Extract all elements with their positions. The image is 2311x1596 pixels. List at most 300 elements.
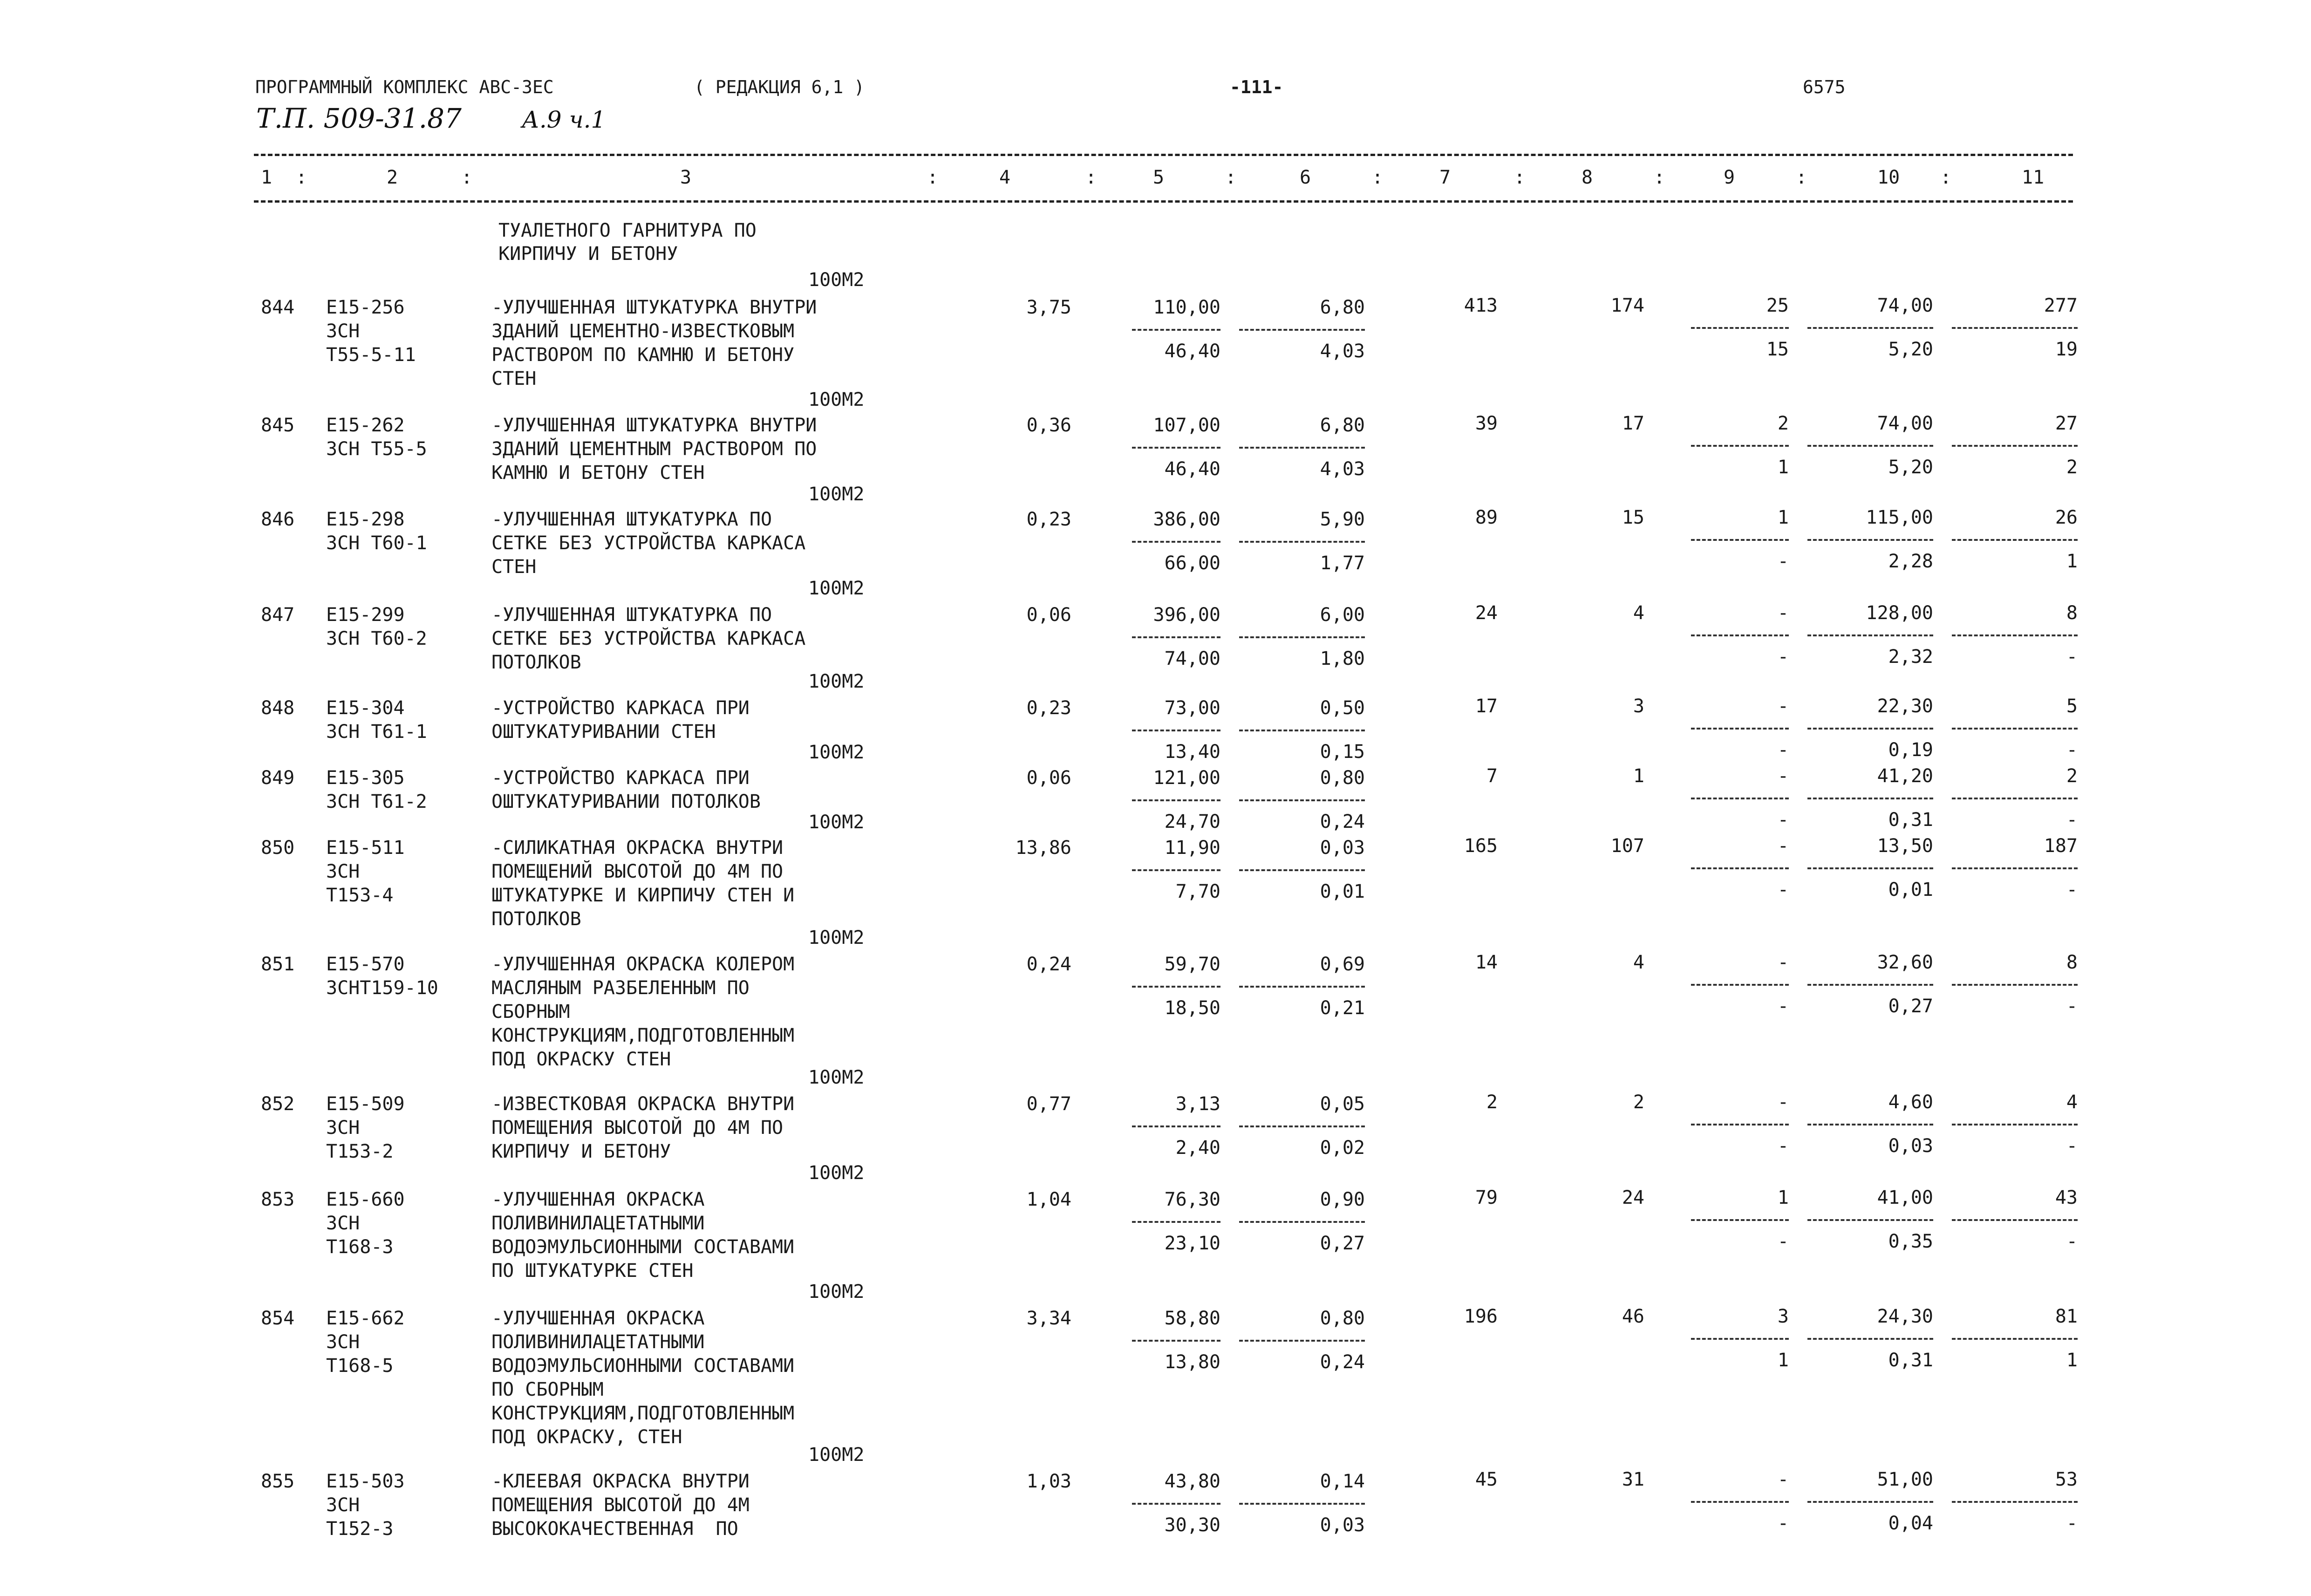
labor-hours-sub-value: 0,27 bbox=[1888, 996, 1933, 1017]
fraction-rule bbox=[1807, 1219, 1933, 1221]
labor-total-sub-value: - bbox=[2066, 1231, 2078, 1252]
fraction-rule bbox=[1239, 1340, 1365, 1342]
labor-total-value: 277 bbox=[2044, 295, 2078, 316]
unit-cost-value: 396,00 bbox=[1153, 604, 1220, 626]
fraction-rule bbox=[1132, 1340, 1220, 1342]
entry-number: 855 bbox=[261, 1471, 295, 1492]
work-description: -УЛУЧШЕННАЯ ОКРАСКА bbox=[491, 1308, 705, 1329]
fraction-rule bbox=[1807, 1124, 1933, 1125]
wages-value: 17 bbox=[1622, 413, 1644, 434]
labor-hours-value: 13,50 bbox=[1877, 835, 1933, 857]
column-separator: : bbox=[296, 167, 307, 188]
work-description: ПОМЕЩЕНИЙ ВЫСОТОЙ ДО 4М ПО bbox=[491, 861, 784, 882]
continuation-line-1: ТУАЛЕТНОГО ГАРНИТУРА ПО bbox=[498, 220, 757, 241]
entry-number: 844 bbox=[261, 297, 295, 318]
machine-value: - bbox=[1777, 1469, 1789, 1490]
quantity-value: 0,06 bbox=[1026, 604, 1071, 626]
column-header-4: 4 bbox=[999, 167, 1011, 188]
column-header-8: 8 bbox=[1582, 167, 1593, 188]
column-separator: : bbox=[927, 167, 939, 188]
unit-cost-sub-value: 46,40 bbox=[1164, 458, 1220, 480]
unit-cost-sub-value: 13,40 bbox=[1164, 741, 1220, 763]
fraction-rule bbox=[1807, 327, 1933, 329]
labor-hours-sub-value: 0,03 bbox=[1888, 1135, 1933, 1157]
rate-code: ЗСН bbox=[326, 1117, 360, 1139]
machine-sub-value: - bbox=[1777, 996, 1789, 1017]
work-description: -УСТРОЙСТВО КАРКАСА ПРИ bbox=[491, 697, 750, 719]
rate-code: Е15-298 bbox=[326, 509, 405, 530]
work-description: -ИЗВЕСТКОВАЯ ОКРАСКА ВНУТРИ bbox=[491, 1093, 795, 1115]
machine-sub-value: 1 bbox=[1777, 1350, 1789, 1371]
fraction-rule bbox=[1691, 1338, 1789, 1340]
unit-label: 100М2 bbox=[808, 927, 865, 948]
work-description: КОНСТРУКЦИЯМ,ПОДГОТОВЛЕННЫМ bbox=[491, 1403, 795, 1424]
total-cost-value: 14 bbox=[1475, 952, 1498, 973]
labor-hours-sub-value: 0,01 bbox=[1888, 879, 1933, 900]
quantity-value: 3,75 bbox=[1026, 297, 1071, 318]
column-header-9: 9 bbox=[1724, 167, 1735, 188]
unit-cost-value: 58,80 bbox=[1164, 1308, 1220, 1329]
fraction-rule bbox=[1239, 1503, 1365, 1505]
document-code: 6575 bbox=[1803, 77, 1846, 97]
fraction-rule bbox=[1239, 1125, 1365, 1127]
column-separator: : bbox=[1940, 167, 1952, 188]
unit-cost-sub-value: 24,70 bbox=[1164, 811, 1220, 832]
machine-sub-value: 15 bbox=[1766, 339, 1789, 360]
unit-cost-value: 3,13 bbox=[1175, 1093, 1220, 1115]
fraction-rule bbox=[1691, 327, 1789, 329]
rate-code: ЗСН Т60-2 bbox=[326, 628, 427, 649]
quantity-value: 0,36 bbox=[1026, 415, 1071, 436]
entry-number: 847 bbox=[261, 604, 295, 626]
work-description: ПОМЕЩЕНИЯ ВЫСОТОЙ ДО 4М bbox=[491, 1494, 750, 1516]
fraction-rule bbox=[1239, 730, 1365, 731]
machine-sub-value: - bbox=[1777, 739, 1789, 761]
labor-value: 0,80 bbox=[1320, 767, 1365, 789]
labor-hours-value: 74,00 bbox=[1877, 413, 1933, 434]
work-description: ЗДАНИЙ ЦЕМЕНТНО-ИЗВЕСТКОВЫМ bbox=[491, 321, 795, 342]
work-description: -УЛУЧШЕННАЯ ШТУКАТУРКА ПО bbox=[491, 509, 772, 530]
work-description: ШТУКАТУРКЕ И КИРПИЧУ СТЕН И bbox=[491, 885, 795, 906]
column-header-3: 3 bbox=[680, 167, 692, 188]
fraction-rule bbox=[1952, 539, 2078, 541]
entry-number: 850 bbox=[261, 837, 295, 859]
unit-label: 100М2 bbox=[808, 1067, 865, 1088]
machine-value: - bbox=[1777, 602, 1789, 624]
column-separator: : bbox=[1225, 167, 1237, 188]
unit-cost-value: 76,30 bbox=[1164, 1189, 1220, 1210]
wages-value: 15 bbox=[1622, 507, 1644, 528]
labor-hours-value: 128,00 bbox=[1866, 602, 1933, 624]
rate-code: Т168-5 bbox=[326, 1355, 394, 1377]
labor-hours-sub-value: 0,31 bbox=[1888, 809, 1933, 831]
quantity-value: 1,04 bbox=[1026, 1189, 1071, 1210]
work-description: ПОД ОКРАСКУ СТЕН bbox=[491, 1049, 671, 1070]
work-description: СТЕН bbox=[491, 556, 537, 578]
quantity-value: 3,34 bbox=[1026, 1308, 1071, 1329]
work-description: ОШТУКАТУРИВАНИИ СТЕН bbox=[491, 721, 716, 743]
rate-code: Т168-3 bbox=[326, 1236, 394, 1258]
unit-cost-sub-value: 23,10 bbox=[1164, 1233, 1220, 1254]
rate-code: Е15-660 bbox=[326, 1189, 405, 1210]
labor-total-value: 43 bbox=[2055, 1187, 2078, 1208]
labor-total-sub-value: - bbox=[2066, 1135, 2078, 1157]
fraction-rule bbox=[1132, 1125, 1220, 1127]
fraction-rule bbox=[1132, 986, 1220, 988]
work-description: ОШТУКАТУРИВАНИИ ПОТОЛКОВ bbox=[491, 791, 761, 812]
total-cost-value: 7 bbox=[1486, 765, 1498, 787]
labor-hours-value: 74,00 bbox=[1877, 295, 1933, 316]
column-separator: : bbox=[461, 167, 473, 188]
fraction-rule bbox=[1952, 1501, 2078, 1503]
column-separator: : bbox=[1514, 167, 1526, 188]
rate-code: Е15-262 bbox=[326, 415, 405, 436]
wages-value: 107 bbox=[1610, 835, 1644, 857]
labor-hours-value: 51,00 bbox=[1877, 1469, 1933, 1490]
work-description: ПО ШТУКАТУРКЕ СТЕН bbox=[491, 1260, 694, 1282]
fraction-rule bbox=[1807, 539, 1933, 541]
fraction-rule bbox=[1691, 445, 1789, 447]
work-description: СТЕН bbox=[491, 368, 537, 389]
rate-code: Е15-570 bbox=[326, 954, 405, 975]
unit-label: 100М2 bbox=[808, 389, 865, 410]
fraction-rule bbox=[1691, 1219, 1789, 1221]
fraction-rule bbox=[1807, 984, 1933, 986]
unit-cost-sub-value: 13,80 bbox=[1164, 1351, 1220, 1373]
fraction-rule bbox=[1132, 541, 1220, 543]
fraction-rule bbox=[1239, 329, 1365, 331]
labor-total-sub-value: 19 bbox=[2055, 339, 2078, 360]
labor-value: 0,05 bbox=[1320, 1093, 1365, 1115]
work-description: ПОТОЛКОВ bbox=[491, 908, 581, 930]
fraction-rule bbox=[1691, 539, 1789, 541]
labor-sub-value: 0,21 bbox=[1320, 997, 1365, 1019]
machine-value: - bbox=[1777, 1091, 1789, 1113]
labor-sub-value: 1,80 bbox=[1320, 648, 1365, 669]
work-description: СЕТКЕ БЕЗ УСТРОЙСТВА КАРКАСА bbox=[491, 532, 806, 554]
entry-number: 853 bbox=[261, 1189, 295, 1210]
machine-sub-value: - bbox=[1777, 879, 1789, 900]
column-header-7: 7 bbox=[1439, 167, 1451, 188]
work-description: ЗДАНИЙ ЦЕМЕНТНЫМ РАСТВОРОМ ПО bbox=[491, 438, 817, 460]
fraction-rule bbox=[1952, 867, 2078, 869]
unit-cost-value: 121,00 bbox=[1153, 767, 1220, 789]
total-cost-value: 17 bbox=[1475, 696, 1498, 717]
labor-hours-sub-value: 2,28 bbox=[1888, 551, 1933, 572]
fraction-rule bbox=[1691, 1501, 1789, 1503]
fraction-rule bbox=[1132, 799, 1220, 801]
rate-code: Т153-2 bbox=[326, 1141, 394, 1162]
fraction-rule bbox=[1952, 445, 2078, 447]
rate-code: Т152-3 bbox=[326, 1518, 394, 1540]
quantity-value: 0,77 bbox=[1026, 1093, 1071, 1115]
wages-value: 1 bbox=[1633, 765, 1644, 787]
fraction-rule bbox=[1952, 1219, 2078, 1221]
machine-sub-value: 1 bbox=[1777, 457, 1789, 478]
total-cost-value: 89 bbox=[1475, 507, 1498, 528]
fraction-rule bbox=[1239, 869, 1365, 871]
fraction-rule bbox=[1239, 541, 1365, 543]
labor-sub-value: 0,02 bbox=[1320, 1137, 1365, 1159]
work-description: ВЫСОКОКАЧЕСТВЕННАЯ ПО bbox=[491, 1518, 738, 1540]
edition-label: ( РЕДАКЦИЯ 6,1 ) bbox=[694, 77, 865, 97]
column-header-6: 6 bbox=[1300, 167, 1311, 188]
labor-sub-value: 1,77 bbox=[1320, 552, 1365, 574]
column-header-5: 5 bbox=[1153, 167, 1165, 188]
total-cost-value: 39 bbox=[1475, 413, 1498, 434]
labor-hours-value: 32,60 bbox=[1877, 952, 1933, 973]
labor-total-sub-value: - bbox=[2066, 739, 2078, 761]
fraction-rule bbox=[1132, 1221, 1220, 1223]
machine-value: 1 bbox=[1777, 1187, 1789, 1208]
entry-number: 852 bbox=[261, 1093, 295, 1115]
fraction-rule bbox=[1132, 1503, 1220, 1505]
total-cost-value: 165 bbox=[1464, 835, 1498, 857]
fraction-rule bbox=[1952, 798, 2078, 799]
continuation-line-2: КИРПИЧУ И БЕТОНУ bbox=[498, 243, 678, 265]
quantity-value: 1,03 bbox=[1026, 1471, 1071, 1492]
unit-label: 100М2 bbox=[808, 671, 865, 692]
work-description: ПО СБОРНЫМ bbox=[491, 1379, 604, 1400]
labor-sub-value: 0,01 bbox=[1320, 881, 1365, 902]
column-separator: : bbox=[1085, 167, 1097, 188]
work-description: -УЛУЧШЕННАЯ ШТУКАТУРКА ВНУТРИ bbox=[491, 297, 817, 318]
fraction-rule bbox=[1807, 867, 1933, 869]
unit-cost-sub-value: 74,00 bbox=[1164, 648, 1220, 669]
unit-label: 100М2 bbox=[808, 1281, 865, 1303]
labor-total-value: 26 bbox=[2055, 507, 2078, 528]
labor-sub-value: 0,15 bbox=[1320, 741, 1365, 763]
work-description: ВОДОЭМУЛЬСИОННЫМИ СОСТАВАМИ bbox=[491, 1236, 795, 1258]
rate-code: Е15-305 bbox=[326, 767, 405, 789]
fraction-rule bbox=[1952, 1124, 2078, 1125]
machine-value: - bbox=[1777, 952, 1789, 973]
rate-code: ЗСН bbox=[326, 321, 360, 342]
work-description: ПОМЕЩЕНИЯ ВЫСОТОЙ ДО 4М ПО bbox=[491, 1117, 784, 1139]
labor-value: 0,80 bbox=[1320, 1308, 1365, 1329]
machine-value: 2 bbox=[1777, 413, 1789, 434]
labor-sub-value: 4,03 bbox=[1320, 341, 1365, 362]
work-description: КИРПИЧУ И БЕТОНУ bbox=[491, 1141, 671, 1162]
work-description: -УЛУЧШЕННАЯ ШТУКАТУРКА ПО bbox=[491, 604, 772, 626]
quantity-value: 13,86 bbox=[1015, 837, 1071, 859]
fraction-rule bbox=[1132, 730, 1220, 731]
unit-cost-value: 59,70 bbox=[1164, 954, 1220, 975]
labor-value: 0,50 bbox=[1320, 697, 1365, 719]
fraction-rule bbox=[1807, 1338, 1933, 1340]
labor-value: 6,80 bbox=[1320, 415, 1365, 436]
fraction-rule bbox=[1952, 1338, 2078, 1340]
unit-cost-sub-value: 30,30 bbox=[1164, 1514, 1220, 1536]
entry-number: 846 bbox=[261, 509, 295, 530]
unit-cost-sub-value: 66,00 bbox=[1164, 552, 1220, 574]
fraction-rule bbox=[1691, 634, 1789, 636]
labor-total-value: 4 bbox=[2066, 1091, 2078, 1113]
labor-value: 6,00 bbox=[1320, 604, 1365, 626]
unit-cost-sub-value: 46,40 bbox=[1164, 341, 1220, 362]
rate-code: ЗСН Т55-5 bbox=[326, 438, 427, 460]
unit-cost-value: 73,00 bbox=[1164, 697, 1220, 719]
wages-value: 31 bbox=[1622, 1469, 1644, 1490]
labor-sub-value: 0,27 bbox=[1320, 1233, 1365, 1254]
labor-hours-value: 22,30 bbox=[1877, 696, 1933, 717]
work-description: СБОРНЫМ bbox=[491, 1001, 570, 1023]
rate-code: Т55-5-11 bbox=[326, 344, 416, 366]
labor-hours-sub-value: 5,20 bbox=[1888, 339, 1933, 360]
labor-value: 0,14 bbox=[1320, 1471, 1365, 1492]
labor-value: 5,90 bbox=[1320, 509, 1365, 530]
work-description: ПОЛИВИНИЛАЦЕТАТНЫМИ bbox=[491, 1331, 705, 1353]
fraction-rule bbox=[1952, 634, 2078, 636]
rate-code: Е15-511 bbox=[326, 837, 405, 859]
fraction-rule bbox=[1807, 634, 1933, 636]
unit-label: 100М2 bbox=[808, 269, 865, 291]
unit-label: 100М2 bbox=[808, 1162, 865, 1184]
work-description: РАСТВОРОМ ПО КАМНЮ И БЕТОНУ bbox=[491, 344, 795, 366]
column-header-11: 11 bbox=[2022, 167, 2045, 188]
machine-value: 25 bbox=[1766, 295, 1789, 316]
total-cost-value: 79 bbox=[1475, 1187, 1498, 1208]
rate-code: Е15-299 bbox=[326, 604, 405, 626]
fraction-rule bbox=[1239, 636, 1365, 638]
wages-value: 4 bbox=[1633, 952, 1644, 973]
labor-total-sub-value: - bbox=[2066, 996, 2078, 1017]
wages-value: 3 bbox=[1633, 696, 1644, 717]
unit-cost-value: 43,80 bbox=[1164, 1471, 1220, 1492]
work-description: -УЛУЧШЕННАЯ ОКРАСКА bbox=[491, 1189, 705, 1210]
machine-sub-value: - bbox=[1777, 646, 1789, 668]
labor-total-sub-value: - bbox=[2066, 646, 2078, 668]
unit-cost-value: 110,00 bbox=[1153, 297, 1220, 318]
unit-cost-value: 107,00 bbox=[1153, 415, 1220, 436]
rate-code: ЗСН bbox=[326, 861, 360, 882]
labor-total-value: 27 bbox=[2055, 413, 2078, 434]
unit-cost-sub-value: 18,50 bbox=[1164, 997, 1220, 1019]
rate-code: ЗСНТ159-10 bbox=[326, 977, 438, 999]
fraction-rule bbox=[1132, 447, 1220, 449]
labor-total-value: 5 bbox=[2066, 696, 2078, 717]
work-description: МАСЛЯНЫМ РАЗБЕЛЕННЫМ ПО bbox=[491, 977, 750, 999]
unit-cost-sub-value: 7,70 bbox=[1175, 881, 1220, 902]
labor-hours-sub-value: 2,32 bbox=[1888, 646, 1933, 668]
fraction-rule bbox=[1132, 636, 1220, 638]
fraction-rule bbox=[1952, 327, 2078, 329]
machine-value: - bbox=[1777, 835, 1789, 857]
program-title: ПРОГРАММНЫЙ КОМПЛЕКС АВС-3ЕС bbox=[255, 77, 554, 97]
labor-hours-value: 4,60 bbox=[1888, 1091, 1933, 1113]
rate-code: ЗСН bbox=[326, 1331, 360, 1353]
unit-label: 100М2 bbox=[808, 484, 865, 505]
labor-value: 0,03 bbox=[1320, 837, 1365, 859]
unit-label: 100М2 bbox=[808, 812, 865, 833]
fraction-rule bbox=[1807, 445, 1933, 447]
fraction-rule bbox=[1691, 984, 1789, 986]
fraction-rule bbox=[1952, 728, 2078, 730]
work-description: ПОД ОКРАСКУ, СТЕН bbox=[491, 1426, 682, 1448]
page-number: -111- bbox=[1230, 77, 1283, 97]
column-separator: : bbox=[1372, 167, 1384, 188]
labor-total-sub-value: 1 bbox=[2066, 551, 2078, 572]
labor-total-value: 187 bbox=[2044, 835, 2078, 857]
labor-total-value: 8 bbox=[2066, 602, 2078, 624]
work-description: -УЛУЧШЕННАЯ ШТУКАТУРКА ВНУТРИ bbox=[491, 415, 817, 436]
quantity-value: 0,06 bbox=[1026, 767, 1071, 789]
labor-value: 0,69 bbox=[1320, 954, 1365, 975]
labor-total-value: 81 bbox=[2055, 1306, 2078, 1327]
unit-cost-value: 11,90 bbox=[1164, 837, 1220, 859]
rate-code: ЗСН Т60-1 bbox=[326, 532, 427, 554]
rate-code: Е15-503 bbox=[326, 1471, 405, 1492]
labor-sub-value: 0,24 bbox=[1320, 811, 1365, 832]
work-description: КОНСТРУКЦИЯМ,ПОДГОТОВЛЕННЫМ bbox=[491, 1025, 795, 1046]
total-cost-value: 2 bbox=[1486, 1091, 1498, 1113]
rate-code: Е15-304 bbox=[326, 697, 405, 719]
entry-number: 854 bbox=[261, 1308, 295, 1329]
entry-number: 845 bbox=[261, 415, 295, 436]
labor-sub-value: 0,24 bbox=[1320, 1351, 1365, 1373]
fraction-rule bbox=[1691, 1124, 1789, 1125]
work-description: ВОДОЭМУЛЬСИОННЫМИ СОСТАВАМИ bbox=[491, 1355, 795, 1377]
fraction-rule bbox=[1239, 447, 1365, 449]
total-cost-value: 45 bbox=[1475, 1469, 1498, 1490]
fraction-rule bbox=[1952, 984, 2078, 986]
machine-value: - bbox=[1777, 696, 1789, 717]
rate-code: Е15-662 bbox=[326, 1308, 405, 1329]
unit-label: 100М2 bbox=[808, 742, 865, 763]
fraction-rule bbox=[1691, 798, 1789, 799]
fraction-rule bbox=[1807, 1501, 1933, 1503]
labor-hours-sub-value: 0,19 bbox=[1888, 739, 1933, 761]
labor-total-sub-value: 2 bbox=[2066, 457, 2078, 478]
labor-hours-sub-value: 5,20 bbox=[1888, 457, 1933, 478]
work-description: ПОТОЛКОВ bbox=[491, 652, 581, 673]
labor-hours-value: 115,00 bbox=[1866, 507, 1933, 528]
column-header-1: 1 bbox=[261, 167, 273, 188]
labor-hours-sub-value: 0,31 bbox=[1888, 1350, 1933, 1371]
wages-value: 4 bbox=[1633, 602, 1644, 624]
labor-total-sub-value: 1 bbox=[2066, 1350, 2078, 1371]
machine-sub-value: - bbox=[1777, 1231, 1789, 1252]
labor-value: 0,90 bbox=[1320, 1189, 1365, 1210]
machine-sub-value: - bbox=[1777, 551, 1789, 572]
unit-label: 100М2 bbox=[808, 578, 865, 599]
work-description: -УСТРОЙСТВО КАРКАСА ПРИ bbox=[491, 767, 750, 789]
wages-value: 174 bbox=[1610, 295, 1644, 316]
quantity-value: 0,24 bbox=[1026, 954, 1071, 975]
labor-hours-value: 41,20 bbox=[1877, 765, 1933, 787]
handwritten-volume: А.9 ч.1 bbox=[522, 106, 606, 133]
header-top-rule bbox=[254, 154, 2073, 156]
labor-total-sub-value: - bbox=[2066, 879, 2078, 900]
fraction-rule bbox=[1807, 728, 1933, 730]
wages-value: 24 bbox=[1622, 1187, 1644, 1208]
entry-number: 848 bbox=[261, 697, 295, 719]
column-separator: : bbox=[1796, 167, 1807, 188]
fraction-rule bbox=[1239, 986, 1365, 988]
fraction-rule bbox=[1132, 329, 1220, 331]
labor-total-sub-value: - bbox=[2066, 809, 2078, 831]
total-cost-value: 196 bbox=[1464, 1306, 1498, 1327]
machine-sub-value: - bbox=[1777, 809, 1789, 831]
fraction-rule bbox=[1807, 798, 1933, 799]
labor-value: 6,80 bbox=[1320, 297, 1365, 318]
labor-total-sub-value: - bbox=[2066, 1513, 2078, 1534]
fraction-rule bbox=[1132, 869, 1220, 871]
quantity-value: 0,23 bbox=[1026, 509, 1071, 530]
fraction-rule bbox=[1239, 1221, 1365, 1223]
header-bottom-rule bbox=[254, 200, 2073, 203]
work-description: -УЛУЧШЕННАЯ ОКРАСКА КОЛЕРОМ bbox=[491, 954, 795, 975]
